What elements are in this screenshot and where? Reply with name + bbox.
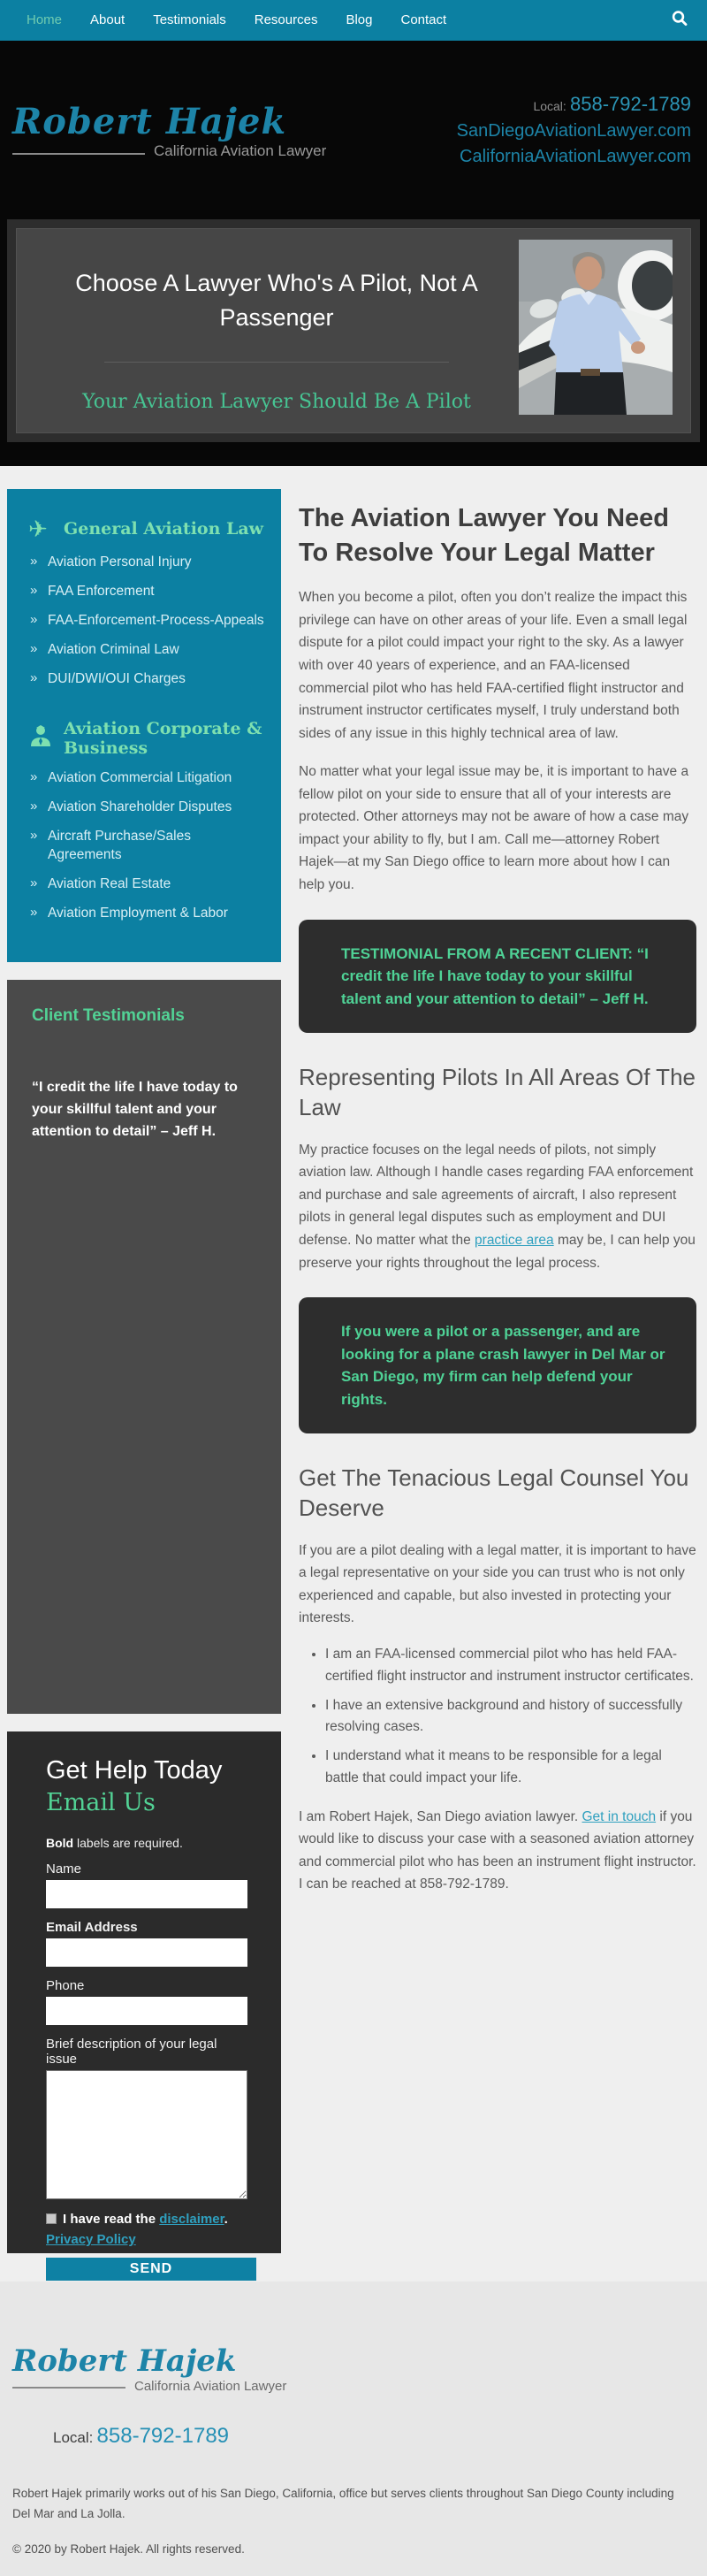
counsel-paragraph: If you are a pilot dealing with a legal matter, it is important to have a legal representative on your side you can trust who is not only experienced and capable, but also invested in protecting your interests. bbox=[299, 1542, 696, 1626]
chevrons-icon: » bbox=[30, 554, 38, 569]
contact-form bbox=[7, 1731, 281, 2276]
crash-lawyer-callout: If you were a pilot or a passenger, and are looking for a plane crash lawyer in Del Mar or San Diego, my firm can help defend your rights. bbox=[299, 1297, 696, 1433]
sidebar-item-personal-injury[interactable]: » Aviation Personal Injury bbox=[28, 554, 267, 572]
get-in-touch-link[interactable]: Get in touch bbox=[582, 1808, 657, 1824]
page-title: The Aviation Lawyer You Need To Resolve Your Legal Matter bbox=[299, 504, 669, 568]
logo-tagline: California Aviation Lawyer bbox=[134, 2379, 287, 2394]
attorney-photo bbox=[519, 240, 673, 415]
disclaimer-link[interactable]: disclaimer bbox=[159, 2212, 224, 2227]
practice-area-link[interactable]: practice area bbox=[475, 1232, 554, 1248]
site-footer bbox=[0, 2282, 707, 2576]
nav-item-about[interactable]: About bbox=[90, 12, 125, 27]
chevrons-icon: » bbox=[30, 904, 38, 920]
form-subtitle: Email Us bbox=[46, 1789, 156, 1816]
footer-copyright: © 2020 by Robert Hajek. All rights reserved. bbox=[12, 2542, 245, 2556]
tenacious-heading: Get The Tenacious Legal Counsel You Deserve bbox=[299, 1464, 689, 1521]
send-button[interactable]: SEND bbox=[46, 2258, 256, 2281]
general-aviation-section bbox=[28, 516, 267, 689]
corporate-business-section bbox=[28, 719, 267, 923]
chevrons-icon: » bbox=[30, 669, 38, 685]
sidebar-item-shareholder-disputes[interactable]: » Aviation Shareholder Disputes bbox=[28, 799, 267, 817]
footer-disclaimer: Robert Hajek primarily works out of his San Diego, California, office but serves clients throughout San Diego County including Del Mar and La Jolla. bbox=[12, 2487, 674, 2520]
sidebar-item-commercial-litigation[interactable]: » Aviation Commercial Litigation bbox=[28, 769, 267, 788]
phone-field[interactable] bbox=[46, 1997, 247, 2025]
list-item: • I have an extensive background and history of successfully resolving cases. bbox=[325, 1695, 696, 1739]
sidebar-item-criminal-law[interactable]: » Aviation Criminal Law bbox=[28, 641, 267, 660]
list-item: • I understand what it means to be responsible for a legal battle that could impact your life. bbox=[325, 1746, 696, 1790]
testimonial-quote: “I credit the life I have today to your skillful talent and your attention to detail” – Jeff H. bbox=[32, 1080, 238, 1139]
required-note: Bold labels are required. bbox=[46, 1836, 183, 1850]
hero-banner bbox=[7, 219, 700, 442]
phone-label: Phone bbox=[46, 1978, 85, 1993]
logo-name: Robert Hajek bbox=[12, 100, 287, 142]
chevrons-icon: » bbox=[30, 611, 38, 627]
logo-name: Robert Hajek bbox=[12, 2343, 237, 2379]
nav-item-resources[interactable]: Resources bbox=[254, 12, 318, 27]
email-label: Email Address bbox=[46, 1920, 138, 1935]
local-label: Local: bbox=[53, 2429, 94, 2446]
testimonial-callout: TESTIMONIAL FROM A RECENT CLIENT: “I credit the life I have today to your skillful talent and your attention to detail” – Jeff H. bbox=[299, 920, 696, 1034]
logo-tagline: California Aviation Lawyer bbox=[154, 141, 327, 159]
header-contact bbox=[457, 93, 691, 167]
phone-number[interactable]: 858-792-1789 bbox=[96, 2424, 230, 2448]
logo-underline bbox=[12, 153, 145, 155]
sidebar-item-faa-appeals[interactable]: » FAA-Enforcement-Process-Appeals bbox=[28, 612, 267, 631]
list-item: • I am an FAA-licensed commercial pilot who has held FAA-certified flight instructor and instrument instructor certificates. bbox=[325, 1644, 696, 1688]
domain-link-california[interactable]: CaliforniaAviationLawyer.com bbox=[460, 147, 691, 166]
description-field[interactable] bbox=[46, 2070, 247, 2199]
search-button[interactable] bbox=[665, 5, 695, 35]
closing-paragraph: I am Robert Hajek, San Diego aviation lawyer. Get in touch if you would like to discuss your case with a seasoned aviation attorney and commercial pilot who has been an instrument flight instructor. I can be reached at 858-792-1789. bbox=[299, 1808, 696, 1892]
search-icon bbox=[670, 9, 689, 32]
name-field[interactable] bbox=[46, 1880, 247, 1908]
form-title: Get Help Today bbox=[46, 1756, 223, 1785]
phone-number[interactable]: 858-792-1789 bbox=[569, 93, 691, 115]
testimonials-title: Client Testimonials bbox=[32, 1006, 185, 1025]
sidebar bbox=[7, 466, 281, 2276]
nav-item-blog[interactable]: Blog bbox=[346, 12, 373, 27]
nav-item-contact[interactable]: Contact bbox=[400, 12, 447, 27]
sidebar-item-dui-charges[interactable]: » DUI/DWI/OUI Charges bbox=[28, 670, 267, 689]
hero-title: Choose A Lawyer Who's A Pilot, Not A Passenger bbox=[75, 270, 478, 332]
disclaimer-row: I have read the disclaimer. Privacy Policy bbox=[46, 2212, 228, 2247]
privacy-policy-link[interactable]: Privacy Policy bbox=[46, 2232, 136, 2247]
client-testimonials-box bbox=[7, 980, 281, 1714]
domain-link-sandiego[interactable]: SanDiegoAviationLawyer.com bbox=[456, 121, 691, 141]
sidebar-item-real-estate[interactable]: » Aviation Real Estate bbox=[28, 875, 267, 894]
footer-phone bbox=[53, 2424, 693, 2449]
site-logo[interactable] bbox=[12, 101, 326, 160]
sidebar-item-faa-enforcement[interactable]: » FAA Enforcement bbox=[28, 583, 267, 601]
practice-paragraph: My practice focuses on the legal needs of pilots, not simply aviation law. Although I handle cases regarding FAA enforcement and purchase and sale agreements of aircraft, I also represent pilots in general legal disputes such as employment and DUI defense. No matter what the practice area may be, I can help you preserve your rights throughout the legal process. bbox=[299, 1142, 696, 1271]
main-content bbox=[299, 501, 696, 1896]
footer-logo[interactable] bbox=[12, 2343, 693, 2394]
fellow-pilot-paragraph: No matter what your legal issue may be, it is important to have a fellow pilot on your side to ensure that all of your interests are protected. Other attorneys may not be aware of how a case may impact your ability to fly, but I am. Call me—attorney Robert Hajek—at my San Diego office to learn more about how I can help you. bbox=[299, 764, 689, 893]
chevrons-icon: » bbox=[30, 769, 38, 785]
site-masthead bbox=[0, 41, 707, 466]
local-label: Local: bbox=[533, 99, 566, 113]
nav-item-home[interactable]: Home bbox=[27, 12, 63, 27]
plane-icon: ✈ bbox=[28, 516, 48, 542]
logo-underline bbox=[12, 2387, 125, 2389]
practice-areas-box bbox=[7, 489, 281, 962]
section-title: General Aviation Law bbox=[64, 519, 264, 539]
credentials-list bbox=[325, 1644, 696, 1790]
chevrons-icon: » bbox=[30, 828, 38, 844]
chevrons-icon: » bbox=[30, 875, 38, 891]
sidebar-item-purchase-sales[interactable]: » Aircraft Purchase/Sales Agreements bbox=[28, 828, 267, 865]
disclaimer-checkbox[interactable] bbox=[46, 2213, 57, 2224]
sidebar-item-employment-labor[interactable]: » Aviation Employment & Labor bbox=[28, 905, 267, 923]
name-label: Name bbox=[46, 1861, 82, 1877]
chevrons-icon: » bbox=[30, 640, 38, 656]
section-title: Aviation Corporate & Business bbox=[64, 718, 262, 759]
chevrons-icon: » bbox=[30, 799, 38, 814]
email-field[interactable] bbox=[46, 1938, 247, 1967]
intro-paragraph: When you become a pilot, often you don’t realize the impact this privilege can have on other areas of your life. Even a small legal dispute for a pilot could impact your right to the sky. As a lawyer with over 40 years of experience, and an FAA-licensed commercial pilot who has held FAA-certified flight instructor and instrument instructor certificates myself, I truly understand both sides of any issue in this highly technical area of law. bbox=[299, 590, 688, 741]
businessman-icon bbox=[28, 723, 64, 754]
hero-subtitle: Your Aviation Lawyer Should Be A Pilot bbox=[82, 391, 471, 414]
chevrons-icon: » bbox=[30, 582, 38, 598]
nav-item-testimonials[interactable]: Testimonials bbox=[153, 12, 226, 27]
description-label: Brief description of your legal issue bbox=[46, 2037, 217, 2067]
representing-heading: Representing Pilots In All Areas Of The Law bbox=[299, 1064, 696, 1120]
hero-divider bbox=[104, 362, 449, 363]
top-navigation bbox=[0, 0, 707, 41]
